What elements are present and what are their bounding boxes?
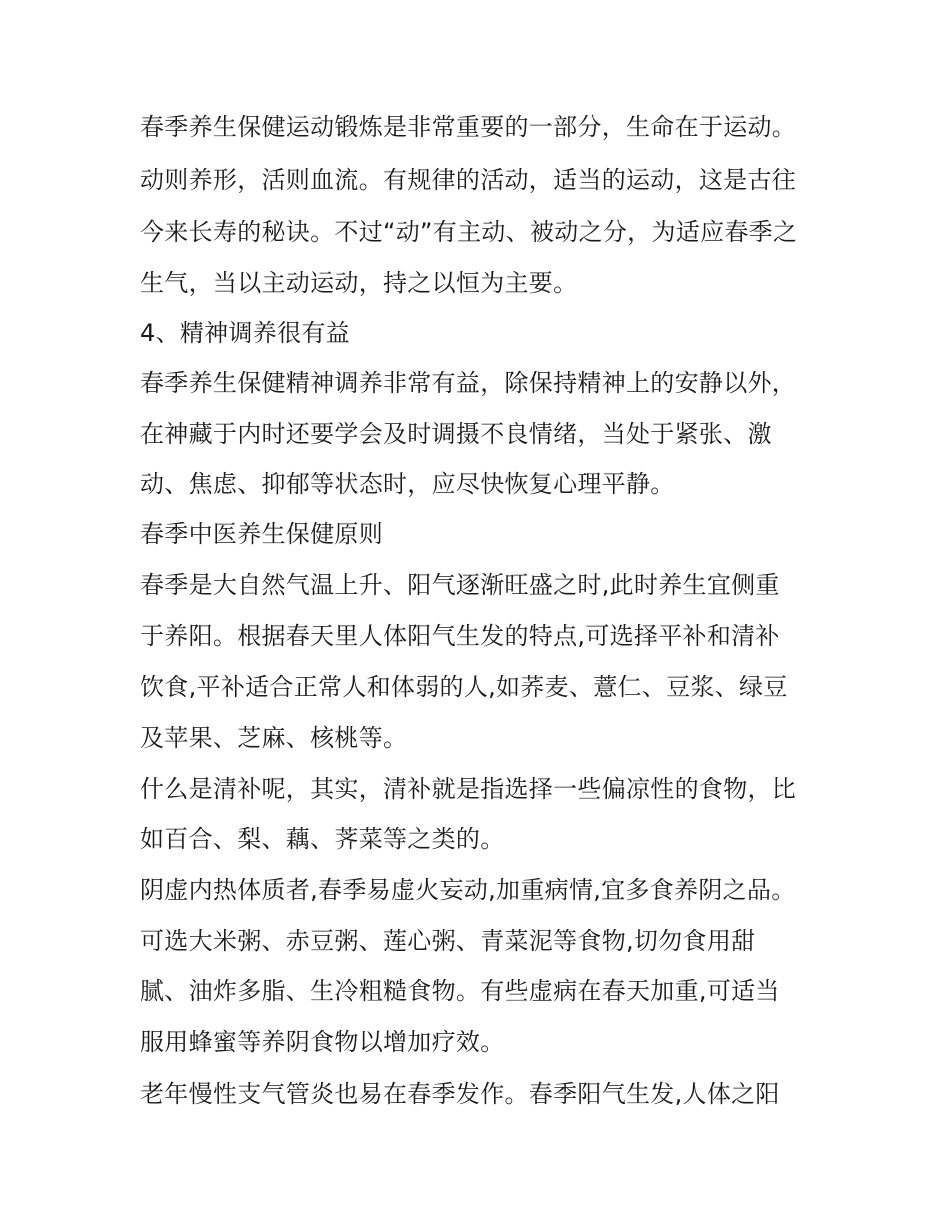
text-line: 春季是大自然气温上升、阳气逐渐旺盛之时,此时养生宜侧重 (140, 571, 780, 599)
text-line: 如百合、梨、藕、荠菜等之类的。 (140, 825, 505, 853)
text-line: 服用蜂蜜等养阴食物以增加疗效。 (140, 1028, 505, 1056)
text-line: 饮食,平补适合正常人和体弱的人,如荞麦、薏仁、豆浆、绿豆 (140, 673, 788, 701)
text-line: 在神藏于内时还要学会及时调摄不良情绪，当处于紧张、激 (140, 420, 772, 448)
text-line: 及苹果、芝麻、核桃等。 (140, 724, 408, 752)
text-line: 生气，当以主动运动，持之以恒为主要。 (140, 269, 578, 297)
text-line: 老年慢性支气管炎也易在春季发作。春季阳气生发,人体之阳 (140, 1080, 780, 1108)
text-line: 可选大米粥、赤豆粥、莲心粥、青菜泥等食物,切勿食用甜 (140, 927, 756, 955)
text-line: 今来长寿的秘诀。不过“动”有主动、被动之分，为适应春季之 (140, 218, 798, 246)
text-line: 春季养生保健精神调养非常有益，除保持精神上的安静以外， (140, 369, 797, 397)
text-line: 于养阳。根据春天里人体阳气生发的特点,可选择平补和清补 (140, 622, 780, 650)
text-line: 动则养形，活则血流。有规律的活动，适当的运动，这是古往 (140, 166, 797, 194)
section-heading: 春季中医养生保健原则 (140, 520, 383, 548)
text-line: 阴虚内热体质者,春季易虚火妄动,加重病情,宜多食养阴之品。 (140, 876, 796, 904)
section-heading: 4、精神调养很有益 (140, 319, 350, 347)
text-line: 腻、油炸多脂、生冷粗糙食物。有些虚病在春天加重,可适当 (140, 977, 780, 1005)
text-line: 什么是清补呢，其实，清补就是指选择一些偏凉性的食物，比 (140, 775, 797, 803)
text-line: 春季养生保健运动锻炼是非常重要的一部分，生命在于运动。 (140, 113, 797, 141)
text-line: 动、焦虑、抑郁等状态时，应尽快恢复心理平静。 (140, 470, 675, 498)
